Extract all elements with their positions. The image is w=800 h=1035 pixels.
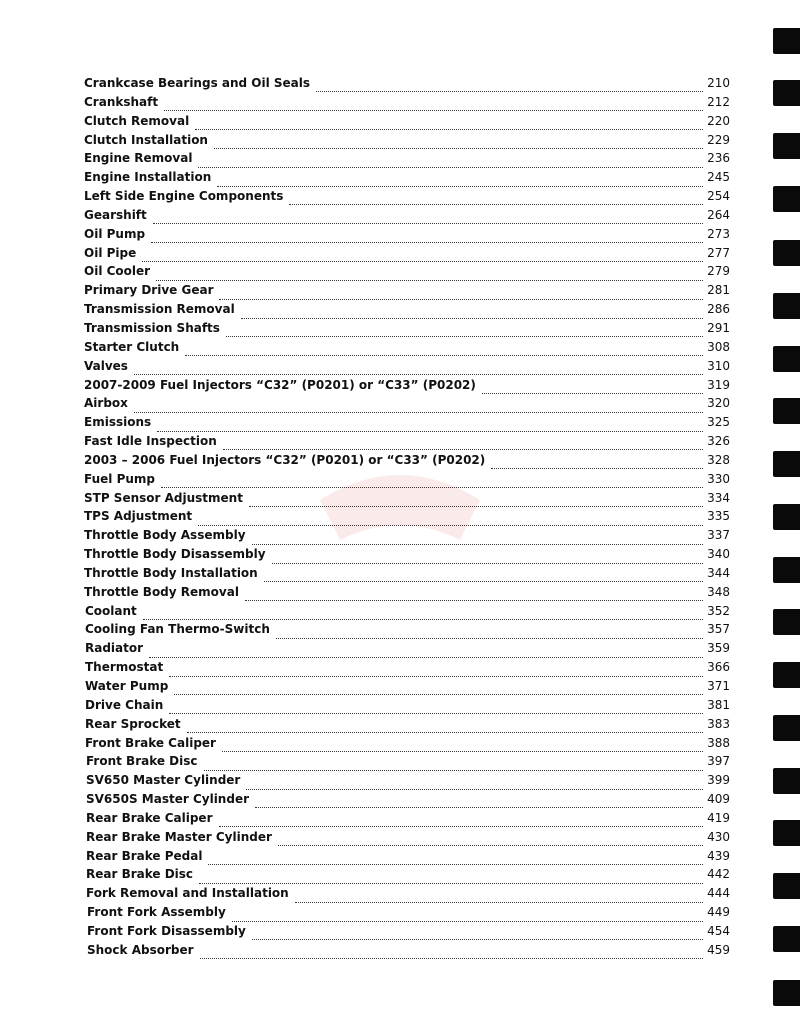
toc-entry-title: Water Pump — [85, 679, 169, 693]
toc-entry[interactable] — [84, 922, 730, 941]
toc-entry-title: 2003 – 2006 Fuel Injectors “C32” (P0201) or “C33” (P0202) — [84, 452, 486, 467]
toc-entry-title: Fork Removal and Installation — [86, 886, 289, 901]
toc-entry-page: 459 — [707, 942, 730, 957]
toc-entry-title: Clutch Installation — [84, 132, 208, 147]
dot-leader — [246, 775, 703, 790]
dot-leader — [204, 756, 704, 771]
toc-entry-page: 397 — [707, 754, 730, 769]
toc-entry-title: Radiator — [85, 641, 144, 656]
toc-entry-page: 264 — [707, 207, 730, 222]
binding-tab — [773, 715, 800, 741]
toc-entry-title: Rear Brake Caliper — [86, 810, 213, 825]
toc-entry-title: Throttle Body Disassembly — [84, 547, 266, 562]
toc-entry-page: 348 — [707, 584, 730, 599]
binding-tab — [773, 346, 800, 372]
toc-entry-page: 366 — [707, 660, 730, 675]
toc-entry-page: 419 — [707, 810, 730, 825]
toc-entry-page: 310 — [707, 358, 730, 373]
dot-leader — [226, 322, 703, 337]
toc-entry[interactable] — [84, 828, 730, 847]
toc-entry-page: 399 — [707, 773, 730, 788]
toc-entry-page: 210 — [707, 76, 730, 90]
dot-leader — [252, 530, 704, 545]
toc-entry-title: Front Brake Caliper — [85, 735, 216, 750]
dot-leader — [195, 115, 703, 130]
dot-leader — [198, 153, 703, 168]
toc-entry-title: Oil Cooler — [84, 264, 151, 279]
binding-tab — [773, 398, 800, 424]
toc-entry-page: 273 — [707, 226, 730, 241]
toc-entry-page: 281 — [707, 283, 730, 298]
dot-leader — [232, 907, 703, 922]
toc-entry-page: 328 — [707, 452, 730, 467]
toc-entry[interactable] — [84, 225, 730, 244]
toc-entry-title: Crankcase Bearings and Oil Seals — [84, 76, 311, 90]
toc-entry-title: Coolant — [85, 603, 137, 618]
dot-leader — [491, 454, 703, 469]
dot-leader — [134, 398, 703, 413]
toc-entry-title: Fuel Pump — [84, 471, 156, 486]
dot-leader — [198, 511, 703, 526]
dot-leader — [157, 417, 703, 432]
toc-entry[interactable] — [84, 545, 730, 564]
toc-entry[interactable] — [84, 394, 730, 413]
toc-entry[interactable] — [84, 112, 730, 131]
toc-entry-page: 388 — [707, 735, 730, 750]
binding-tab — [773, 873, 800, 899]
dot-leader — [199, 869, 703, 884]
dot-leader — [241, 304, 703, 319]
toc-entry[interactable] — [84, 74, 730, 93]
toc-entry-page: 352 — [707, 603, 730, 618]
toc-entry-page: 430 — [707, 829, 730, 844]
dot-leader — [164, 96, 703, 111]
binding-tab — [773, 133, 800, 159]
toc-entry[interactable] — [84, 771, 730, 790]
binding-tabs — [770, 0, 800, 1035]
dot-leader — [185, 341, 703, 356]
toc-entry-title: Valves — [84, 358, 128, 373]
toc-entry-page: 383 — [707, 716, 730, 731]
dot-leader — [169, 699, 703, 714]
toc-entry[interactable] — [84, 262, 730, 281]
toc-entry-page: 449 — [707, 905, 730, 920]
binding-tab — [773, 80, 800, 106]
toc-entry-title: Front Brake Disc — [86, 754, 198, 769]
toc-entry-title: Transmission Shafts — [84, 320, 220, 335]
toc-entry[interactable] — [84, 413, 730, 432]
dot-leader — [174, 680, 703, 695]
toc-entry[interactable] — [84, 847, 730, 866]
toc-entry-title: Throttle Body Assembly — [84, 528, 246, 543]
toc-entry-title: Airbox — [84, 396, 128, 411]
toc-entry-title: Oil Pipe — [84, 245, 137, 260]
dot-leader — [149, 643, 703, 658]
toc-entry[interactable] — [84, 376, 730, 395]
dot-leader — [217, 172, 703, 187]
toc-entry[interactable] — [84, 451, 730, 470]
dot-leader — [187, 718, 703, 733]
toc-entry-title: Transmission Removal — [84, 302, 235, 317]
toc-entry-page: 220 — [707, 113, 730, 128]
toc-entry[interactable] — [84, 357, 730, 376]
toc-entry-page: 330 — [707, 471, 730, 486]
toc-entry-page: 254 — [707, 189, 730, 204]
toc-entry-page: 340 — [707, 547, 730, 562]
toc-entry-title: Thermostat — [85, 660, 164, 675]
dot-leader — [219, 812, 704, 827]
dot-leader — [219, 285, 703, 300]
binding-tab — [773, 451, 800, 477]
toc-entry-title: Front Fork Assembly — [87, 905, 226, 920]
toc-entry-title: Throttle Body Installation — [84, 565, 258, 580]
toc-entry-page: 409 — [707, 792, 730, 807]
dot-leader — [252, 925, 703, 940]
toc-entry-page: 326 — [707, 434, 730, 449]
toc-entry-page: 439 — [707, 848, 730, 863]
toc-entry[interactable] — [84, 752, 730, 771]
toc-entry-title: 2007-2009 Fuel Injectors “C32” (P0201) or “C33” (P0202) — [84, 377, 476, 392]
toc-entry[interactable] — [84, 168, 730, 187]
toc-entry[interactable] — [84, 658, 730, 677]
toc-entry-title: Rear Brake Disc — [86, 867, 194, 882]
toc-entry-title: Throttle Body Removal — [84, 584, 239, 599]
toc-entry[interactable] — [84, 903, 730, 922]
dot-leader — [245, 586, 703, 601]
toc-entry-page: 236 — [707, 151, 730, 166]
toc-entry[interactable] — [84, 734, 730, 753]
toc-entry[interactable] — [84, 131, 730, 150]
toc-entry-page: 320 — [707, 396, 730, 411]
dot-leader — [156, 266, 703, 281]
toc-entry[interactable] — [84, 620, 730, 639]
binding-tab — [773, 28, 800, 54]
toc-entry-page: 359 — [707, 641, 730, 656]
toc-entry-title: Drive Chain — [85, 697, 164, 712]
binding-tab — [773, 609, 800, 635]
dot-leader — [200, 944, 704, 959]
toc-entry-title: Engine Removal — [84, 151, 193, 166]
dot-leader — [255, 793, 703, 808]
toc-entry[interactable] — [84, 93, 730, 112]
toc-entry[interactable] — [84, 696, 730, 715]
toc-entry-page: 371 — [707, 679, 730, 693]
toc-entry[interactable] — [84, 715, 730, 734]
toc-entry-title: Shock Absorber — [87, 942, 194, 957]
toc-entry[interactable] — [84, 300, 730, 319]
toc-entry[interactable] — [84, 677, 730, 696]
dot-leader — [208, 850, 703, 865]
toc-entry-page: 319 — [707, 377, 730, 392]
binding-tab — [773, 980, 800, 1006]
dot-leader — [278, 831, 703, 846]
toc-entry-page: 334 — [707, 490, 730, 505]
toc-entry-page: 229 — [707, 132, 730, 147]
toc-entry-page: 454 — [707, 923, 730, 938]
toc-entry-page: 335 — [707, 509, 730, 524]
dot-leader — [161, 473, 703, 488]
dot-leader — [249, 492, 703, 507]
dot-leader — [142, 247, 703, 262]
binding-tab — [773, 240, 800, 266]
dot-leader — [295, 888, 703, 903]
toc-entry[interactable] — [84, 489, 730, 508]
toc-entry-title: SV650S Master Cylinder — [86, 792, 249, 807]
dot-leader — [264, 567, 703, 582]
toc-entry-title: Gearshift — [84, 207, 147, 222]
toc-entry[interactable] — [84, 244, 730, 263]
toc-entry[interactable] — [84, 526, 730, 545]
dot-leader — [272, 549, 704, 564]
binding-tab — [773, 504, 800, 530]
dot-leader — [214, 134, 703, 149]
toc-entry-title: Engine Installation — [84, 170, 212, 185]
dot-leader — [143, 605, 703, 620]
toc-entry-title: Front Fork Disassembly — [87, 923, 246, 938]
toc-entry-page: 325 — [707, 415, 730, 430]
toc-entry[interactable] — [84, 564, 730, 583]
dot-leader — [482, 379, 703, 394]
toc-entry-title: Rear Brake Pedal — [86, 848, 203, 863]
toc-entry[interactable] — [84, 432, 730, 451]
toc-entry-title: Cooling Fan Thermo-Switch — [85, 622, 270, 637]
toc-entry[interactable] — [84, 149, 730, 168]
toc-entry[interactable] — [84, 507, 730, 526]
toc-entry-title: Rear Sprocket — [85, 716, 181, 731]
toc-entry-title: Clutch Removal — [84, 113, 190, 128]
toc-entry-page: 245 — [707, 170, 730, 185]
toc-entry-title: Rear Brake Master Cylinder — [86, 829, 272, 844]
toc-entry-title: Emissions — [84, 415, 152, 430]
toc-entry[interactable] — [84, 319, 730, 338]
dot-leader — [222, 737, 703, 752]
toc-entry-title: STP Sensor Adjustment — [84, 490, 243, 505]
dot-leader — [169, 662, 703, 677]
toc-entry-page: 277 — [707, 245, 730, 260]
toc-entry[interactable] — [84, 583, 730, 602]
binding-tab — [773, 557, 800, 583]
dot-leader — [289, 190, 703, 205]
toc-entry-title: Left Side Engine Components — [84, 189, 284, 204]
toc-entry[interactable] — [84, 865, 730, 884]
binding-tab — [773, 926, 800, 952]
dot-leader — [276, 624, 703, 639]
toc-entry-title: SV650 Master Cylinder — [86, 773, 241, 788]
dot-leader — [151, 228, 703, 243]
toc-entry[interactable] — [84, 281, 730, 300]
dot-leader — [153, 209, 703, 224]
dot-leader — [134, 360, 703, 375]
toc-entry-title: Primary Drive Gear — [84, 283, 214, 298]
binding-tab — [773, 662, 800, 688]
toc-entry-page: 337 — [707, 528, 730, 543]
toc-entry[interactable] — [84, 884, 730, 903]
toc-entry[interactable] — [84, 187, 730, 206]
toc-entry-page: 381 — [707, 697, 730, 712]
toc-entry[interactable] — [84, 639, 730, 658]
toc-entry-title: Oil Pump — [84, 226, 146, 241]
table-of-contents — [84, 74, 730, 960]
toc-entry-title: Crankshaft — [84, 94, 159, 109]
toc-entry-page: 444 — [707, 886, 730, 901]
toc-entry-page: 291 — [707, 320, 730, 335]
toc-entry[interactable] — [84, 602, 730, 621]
toc-entry-page: 308 — [707, 339, 730, 354]
dot-leader — [316, 77, 703, 92]
dot-leader — [223, 435, 703, 450]
toc-entry[interactable] — [84, 790, 730, 809]
toc-entry-page: 212 — [707, 94, 730, 109]
binding-tab — [773, 768, 800, 794]
toc-entry-title: Fast Idle Inspection — [84, 434, 217, 449]
toc-entry[interactable] — [84, 809, 730, 828]
toc-entry[interactable] — [84, 470, 730, 489]
toc-entry-page: 442 — [707, 867, 730, 882]
toc-entry-page: 286 — [707, 302, 730, 317]
toc-entry-page: 279 — [707, 264, 730, 279]
binding-tab — [773, 820, 800, 846]
toc-entry-page: 344 — [707, 565, 730, 580]
toc-entry-title: TPS Adjustment — [84, 509, 193, 524]
toc-entry[interactable] — [84, 338, 730, 357]
toc-entry[interactable] — [84, 941, 730, 960]
toc-entry-page: 357 — [707, 622, 730, 637]
binding-tab — [773, 293, 800, 319]
binding-tab — [773, 186, 800, 212]
toc-entry[interactable] — [84, 206, 730, 225]
toc-entry-title: Starter Clutch — [84, 339, 180, 354]
